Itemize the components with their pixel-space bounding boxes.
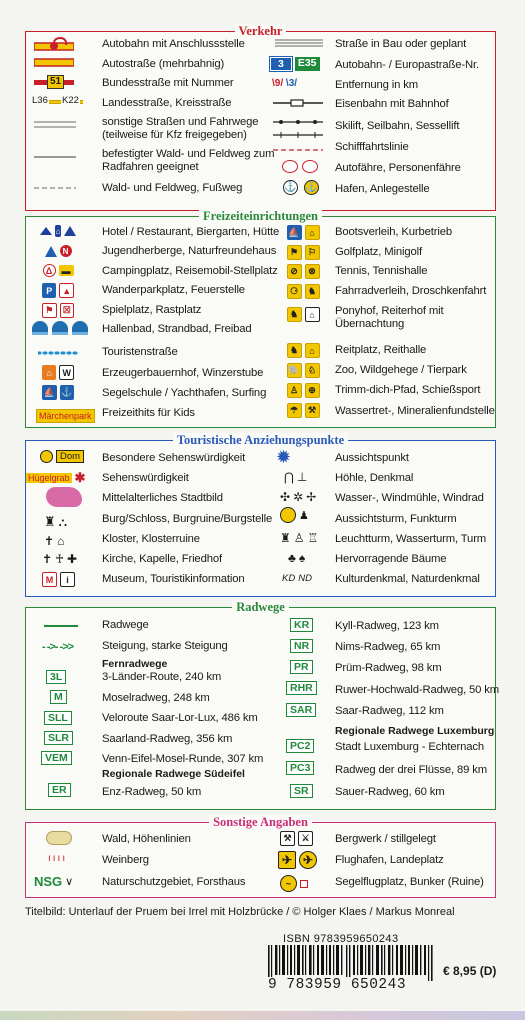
route-tag-m: M: [50, 690, 67, 704]
touristisch-left-label-6: Museum, Touristikinformation: [102, 573, 245, 585]
verkehr-left-label-3: Landesstraße, Kreisstraße: [102, 97, 232, 109]
route-tag-sr: SR: [290, 784, 313, 798]
museum-icon: M i: [42, 572, 75, 587]
radwege-section: [25, 600, 500, 810]
luxemburg-heading: Regionale Radwege Luxemburg: [335, 725, 495, 737]
railway-station-icon: [273, 98, 323, 108]
freizeit-left-label-0: Hotel / Restaurant, Biergarten, Hütte: [102, 226, 280, 238]
price-label: € 8,95 (D): [443, 964, 497, 978]
viewpoint-icon: ✹: [276, 447, 292, 467]
freizeit-left-label-2: Campingplatz, Reisemobil-Stellplatz: [102, 265, 278, 277]
freizeit-right-label-7: Trimm-dich-Pfad, Schießsport: [335, 384, 481, 396]
touristisch-right-label-4: Leuchtturm, Wasserturm, Turm: [335, 533, 487, 545]
federal-road-number: 51: [47, 75, 64, 89]
hostel-icon: N: [42, 245, 74, 257]
route-tag-rhr: RHR: [286, 681, 317, 695]
state-road-code: L36: [32, 95, 48, 106]
freizeit-left-label-4: Spielplatz, Rastplatz: [102, 304, 202, 316]
freizeit-right-label-3: Fahrradverleih, Droschkenfahrt: [335, 285, 487, 297]
sonstige-section: [25, 815, 496, 898]
touristisch-right-label-0: Aussichtspunkt: [335, 452, 409, 464]
road-construction-icon: [275, 38, 323, 48]
radwege-left-label-3: Moselradweg, 248 km: [102, 692, 210, 704]
verkehr-left-label-2: Bundesstraße mit Nummer: [102, 77, 234, 89]
natural-monument-code: ND: [298, 573, 312, 584]
touristisch-right-label-3: Aussichtsturm, Funkturm: [335, 513, 457, 525]
route-tag-pr: PR: [290, 660, 313, 674]
radwege-right-label-7: Sauer-Radweg, 60 km: [335, 786, 445, 798]
freizeit-right-label-2: Tennis, Tennishalle: [335, 265, 428, 277]
freizeit-right-label-1: Golfplatz, Minigolf: [335, 246, 422, 258]
cultural-monument-code: KD: [282, 573, 296, 584]
touristisch-left-label-2: Mittelalterliches Stadtbild: [102, 492, 223, 504]
swimming-icon: [32, 321, 88, 335]
radwege-left-label-2: 3-Länder-Route, 240 km: [102, 671, 222, 683]
pony-farm-icon: ♞ ⌂: [286, 307, 320, 322]
playground-icon: ⚑ ☒: [42, 303, 74, 318]
isbn-label: ISBN 9783959650243: [283, 933, 399, 945]
cycle-path-icon: [44, 624, 78, 628]
sonstige-left-label-0: Wald, Höhenlinien: [102, 833, 191, 845]
radwege-left-label-6: Venn-Eifel-Mosel-Runde, 307 km: [102, 753, 264, 765]
bottom-map-stripe: [0, 1011, 525, 1020]
monument-icon: [282, 573, 312, 584]
touristisch-left-label-0: Besondere Sehenswürdigkeit: [102, 452, 246, 464]
freizeit-right-label-0: Bootsverleih, Kurbetrieb: [335, 226, 452, 238]
mine-icon: ⚒ ⚔: [280, 831, 313, 846]
tower-icon: ♟: [280, 507, 309, 523]
nature-reserve-icon: NSG ∨: [34, 874, 74, 889]
route-tag-pc3: PC3: [286, 761, 314, 775]
touristisch-left-label-4: Kloster, Klosterruine: [102, 533, 200, 545]
route-tag-slr: SLR: [44, 731, 73, 745]
route-tag-pc2: PC2: [286, 739, 314, 753]
freizeit-right-label-8: Wassertret-, Mineralienfundstelle: [335, 405, 495, 417]
radwege-right-label-4: Saar-Radweg, 112 km: [335, 705, 444, 717]
route-tag-nr: NR: [290, 639, 313, 653]
golf-icon: ⚑ ⚐: [286, 245, 320, 260]
boat-rental-icon: ⛵ ⌂: [286, 225, 320, 240]
verkehr-left-label-6: Wald- und Feldweg, Fußweg: [102, 182, 243, 194]
freizeit-section: [25, 209, 496, 428]
mill-icon: ✣ ✲ ✢: [280, 490, 317, 504]
motorway-junction-icon: [34, 37, 74, 55]
verkehr-left-label-1: Autostraße (mehrbahnig): [102, 58, 225, 70]
freizeit-right-label-6: Zoo, Wildgehege / Tierpark: [335, 364, 467, 376]
verkehr-section: [25, 24, 496, 211]
radwege-right-label-3: Ruwer-Hochwald-Radweg, 50 km: [335, 684, 500, 696]
touristisch-title: Touristische Anziehungspunkte: [173, 433, 348, 447]
motorway-number-icon: [270, 57, 320, 71]
sonstige-right-label-2: Segelflugplatz, Bunker (Ruine): [335, 876, 484, 888]
freizeit-left-label-6: Touristenstraße: [102, 346, 178, 358]
barcode-icon: [268, 945, 438, 981]
parking-icon: P ▲: [42, 283, 74, 298]
distance-value-1: 9: [274, 78, 281, 89]
verkehr-right-label-0: Straße in Bau oder geplant: [335, 38, 467, 50]
farm-icon: ⌂ W: [42, 365, 74, 380]
kids-tag: Märchenpark: [36, 409, 95, 423]
bike-rental-icon: ⚆ ♞: [286, 284, 320, 299]
zoo-icon: 🐘 ♘: [286, 363, 320, 378]
verkehr-title: Verkehr: [235, 24, 287, 38]
touristisch-right-label-1: Höhle, Denkmal: [335, 472, 414, 484]
freizeit-left-label-5: Hallenbad, Strandbad, Freibad: [102, 323, 252, 335]
european-road-badge: E35: [295, 57, 320, 71]
vineyard-icon: ıııı: [48, 853, 68, 864]
tree-icon: ♣ ♠: [288, 551, 306, 565]
sonstige-left-label-1: Weinberg: [102, 854, 149, 866]
tennis-icon: ⊘ ⊗: [286, 264, 320, 279]
other-roads-icon: [34, 120, 76, 130]
touristisch-section: [25, 433, 496, 597]
radwege-left-label-0: Radwege: [102, 619, 149, 631]
radwege-right-label-1: Nims-Radweg, 65 km: [335, 641, 441, 653]
verkehr-left-label-4: sonstige Straßen und Fahrwege (teilweise für Kfz freigegeben): [102, 116, 259, 141]
harbour-icon: ⚓ ⚓: [284, 182, 318, 193]
nature-reserve-tag: NSG: [34, 874, 63, 889]
hotel-icon: ⌂: [40, 225, 76, 237]
monastery-icon: ✝ ⌂: [44, 534, 65, 548]
freizeit-left-label-7: Erzeugerbauernhof, Winzerstube: [102, 367, 264, 379]
radwege-right-label-5: Stadt Luxemburg - Echternach: [335, 741, 485, 753]
touristisch-left-label-3: Burg/Schloss, Burgruine/Burgstelle: [102, 513, 273, 525]
touristisch-right-label-6: Kulturdenkmal, Naturdenkmal: [335, 573, 480, 585]
route-tag-kr: KR: [290, 618, 313, 632]
radwege-title: Radwege: [232, 600, 289, 614]
sight-tag: Hügelgrab: [28, 473, 70, 483]
verkehr-right-label-5: Schifffahrtslinie: [335, 141, 409, 153]
forest-icon: [46, 831, 72, 845]
touristisch-right-label-2: Wasser-, Windmühle, Windrad: [335, 492, 484, 504]
freizeit-right-label-4: Ponyhof, Reiterhof mit Übernachtung: [335, 305, 444, 330]
freizeit-left-label-8: Segelschule / Yachthafen, Surfing: [102, 387, 267, 399]
radwege-right-label-2: Prüm-Radweg, 98 km: [335, 662, 442, 674]
expressway-icon: [34, 58, 74, 68]
verkehr-right-label-1: Autobahn- / Europastraße-Nr.: [335, 59, 479, 71]
freizeit-left-label-1: Jugendherberge, Naturfreundehaus: [102, 245, 277, 257]
distance-icon: \9/ \3/: [272, 78, 298, 89]
route-tag-er: ER: [48, 783, 71, 797]
ferry-icon: [282, 160, 318, 173]
airport-icon: ✈ ✈: [278, 851, 317, 869]
glider-icon: ~: [280, 875, 308, 892]
freizeit-right-label-5: Reitplatz, Reithalle: [335, 344, 427, 356]
verkehr-left-label-0: Autobahn mit Anschlussstelle: [102, 38, 245, 50]
route-tag-3l: 3L: [46, 670, 66, 684]
camping-icon: Δ ▬: [42, 264, 74, 277]
barcode-digits: 9 783959 650243: [268, 977, 407, 993]
radwege-left-label-4: Veloroute Saar-Lor-Lux, 486 km: [102, 712, 258, 724]
touristisch-right-label-5: Hervorragende Bäume: [335, 553, 447, 565]
route-tag-vem: VEM: [41, 751, 72, 765]
district-road-code: K22: [62, 95, 79, 106]
gradient-icon: - ->- ->>: [42, 641, 74, 653]
shipping-line-icon: [273, 147, 323, 153]
photo-credit: Titelbild: Unterlauf der Pruem bei Irrel mit Holzbrücke / © Holger Klaes / Markus Monreal: [25, 906, 455, 918]
verkehr-right-label-7: Hafen, Anlegestelle: [335, 183, 430, 195]
fitness-trail-icon: ♙ ⊕: [286, 383, 320, 398]
radwege-left-label-7: Enz-Radweg, 50 km: [102, 786, 202, 798]
special-sight-icon: [40, 450, 84, 463]
state-road-icon: [31, 95, 83, 109]
water-treading-icon: ☂ ⚒: [286, 403, 320, 418]
verkehr-right-label-6: Autofähre, Personenfähre: [335, 162, 461, 174]
tourist-road-icon: [38, 350, 78, 356]
riding-icon: ♞ ⌂: [286, 343, 320, 358]
medieval-town-icon: [46, 487, 82, 507]
motorway-number-badge: 3: [270, 57, 292, 71]
radwege-right-label-0: Kyll-Radweg, 123 km: [335, 620, 439, 632]
freizeit-left-label-9: Freizeithits für Kids: [102, 407, 195, 419]
radwege-left-label-5: Saarland-Radweg, 356 km: [102, 733, 233, 745]
fernradwege-heading: Fernradwege: [102, 658, 168, 670]
special-sight-tag: Dom: [56, 450, 84, 463]
footpath-icon: [34, 185, 76, 191]
sailing-icon: ⛵ ⚓: [42, 385, 74, 400]
sonstige-right-label-1: Flughafen, Landeplatz: [335, 854, 444, 866]
castle-icon: ♜ ⛬: [44, 514, 68, 529]
paved-path-icon: [34, 153, 76, 161]
sight-icon: Hügelgrab ✱: [28, 470, 86, 485]
sonstige-left-label-2: Naturschutzgebiet, Forsthaus: [102, 876, 246, 888]
freizeit-left-label-3: Wanderparkplatz, Feuerstelle: [102, 284, 245, 296]
touristisch-left-label-1: Sehenswürdigkeit: [102, 472, 189, 484]
sonstige-right-label-0: Bergwerk / stillgelegt: [335, 833, 436, 845]
federal-road-icon: [34, 75, 74, 89]
lighthouse-icon: ♜ ♙ ♖: [280, 531, 319, 545]
church-icon: ✝ ♰ ✚: [42, 552, 78, 566]
route-tag-sar: SAR: [286, 703, 316, 717]
radwege-right-label-6: Radweg der drei Flüsse, 89 km: [335, 764, 487, 776]
suedeifel-heading: Regionale Radwege Südeifel: [102, 768, 245, 780]
verkehr-left-label-5: befestigter Wald- und Feldweg zum Radfahren geeignet: [102, 148, 275, 173]
sonstige-title: Sonstige Angaben: [209, 815, 312, 829]
verkehr-right-label-2: Entfernung in km: [335, 79, 418, 91]
touristisch-left-label-5: Kirche, Kapelle, Friedhof: [102, 553, 222, 565]
route-tag-sll: SLL: [44, 711, 72, 725]
ski-lift-icon: [273, 118, 323, 140]
kids-icon: [36, 406, 95, 424]
radwege-left-label-1: Steigung, starke Steigung: [102, 640, 228, 652]
distance-value-2: 3: [288, 78, 295, 89]
cave-icon: ⋂ ⊥: [284, 470, 308, 484]
freizeit-title: Freizeiteinrichtungen: [199, 209, 322, 223]
verkehr-right-label-4: Skilift, Seilbahn, Sessellift: [335, 120, 460, 132]
verkehr-right-label-3: Eisenbahn mit Bahnhof: [335, 98, 449, 110]
